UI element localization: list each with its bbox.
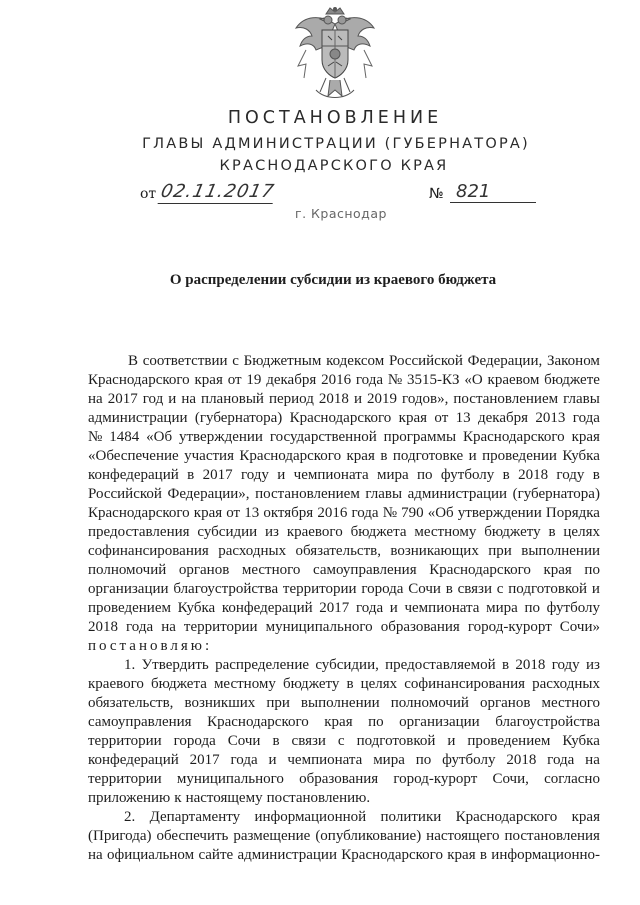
body-line: Краснодарского края от 13 октября 2016 года № 790 «Об утверждении Порядка [88, 505, 600, 521]
body-line: полномочий органов местного самоуправления Краснодарского края по [88, 562, 600, 578]
body-line: конфедераций в 2017 году и чемпионата мира по футболу в 2018 году в [88, 467, 600, 483]
body-line: самоуправления Краснодарского края по организации благоустройства [88, 714, 600, 730]
document-body [88, 352, 600, 865]
number-prefix: № [429, 186, 444, 202]
body-line: на 2017 год и на плановый период 2018 и 2019 годов», постановлением главы [88, 391, 600, 407]
body-line: В соответствии с Бюджетным кодексом Российской Федерации, Законом [128, 353, 600, 369]
document-date: 02.11.2017 [158, 181, 277, 202]
body-line: на официальном сайте администрации Краснодарского края в информационно- [88, 847, 600, 863]
body-line: территории муниципального образования город-курорт Сочи, согласно [88, 771, 600, 787]
body-line: краевого бюджета местному бюджету в целях софинансирования расходных [88, 676, 600, 692]
body-line: проведением Кубка конфедераций 2017 года и чемпионата мира по футболу [88, 600, 600, 616]
date-prefix: от [140, 186, 157, 202]
body-line: обязательств, возникших при выполнении полномочий органов местного [88, 695, 600, 711]
document-title: О распределении субсидии из краевого бюджета [169, 272, 497, 288]
body-line: организации благоустройства территории города Сочи в связи с подготовкой и [88, 581, 600, 597]
body-line: приложению к настоящему постановлению. [88, 790, 371, 806]
city-label: г. Краснодар [295, 206, 387, 221]
body-line: софинансирования расходных обязательств, возникающих при выполнении [88, 543, 600, 559]
region-line: КРАСНОДАРСКОГО КРАЯ [219, 158, 449, 174]
body-line: постановляю: [88, 638, 213, 654]
body-line: 2. Департаменту информационной политики Краснодарского края [124, 809, 600, 825]
body-line: Российской Федерации», постановлением главы администрации (губернатора) [88, 486, 600, 502]
body-line: (Пригода) обеспечить размещение (опубликование) настоящего постановления [88, 828, 600, 844]
body-line: 1. Утвердить распределение субсидии, предоставляемой в 2018 году из [124, 657, 600, 673]
document-number: 821 [450, 181, 536, 203]
body-line: Краснодарского края от 19 декабря 2016 года № 3515-КЗ «О краевом бюджете [88, 372, 600, 388]
body-line: администрации (губернатора) Краснодарского края от 13 декабря 2013 года [88, 410, 600, 426]
body-line: конфедераций 2017 года и чемпионата мира по футболу 2018 года на [88, 752, 600, 768]
document-type-heading: ПОСТАНОВЛЕНИЕ [227, 108, 443, 128]
issuer-line: ГЛАВЫ АДМИНИСТРАЦИИ (ГУБЕРНАТОРА) [142, 136, 530, 152]
body-line: «Обеспечение участия Краснодарского края в подготовке и проведении Кубка [88, 448, 600, 464]
body-line: территории города Сочи в связи с подготовкой и проведением Кубка [88, 733, 600, 749]
body-line: предоставления субсидии из краевого бюджета местному бюджету в целях [88, 524, 600, 540]
body-line: № 1484 «Об утверждении государственной программы Краснодарского края [88, 429, 600, 445]
body-line: 2018 года на территории муниципального образования город-курорт Сочи» [88, 619, 600, 635]
coat-of-arms-emblem [290, 6, 380, 102]
